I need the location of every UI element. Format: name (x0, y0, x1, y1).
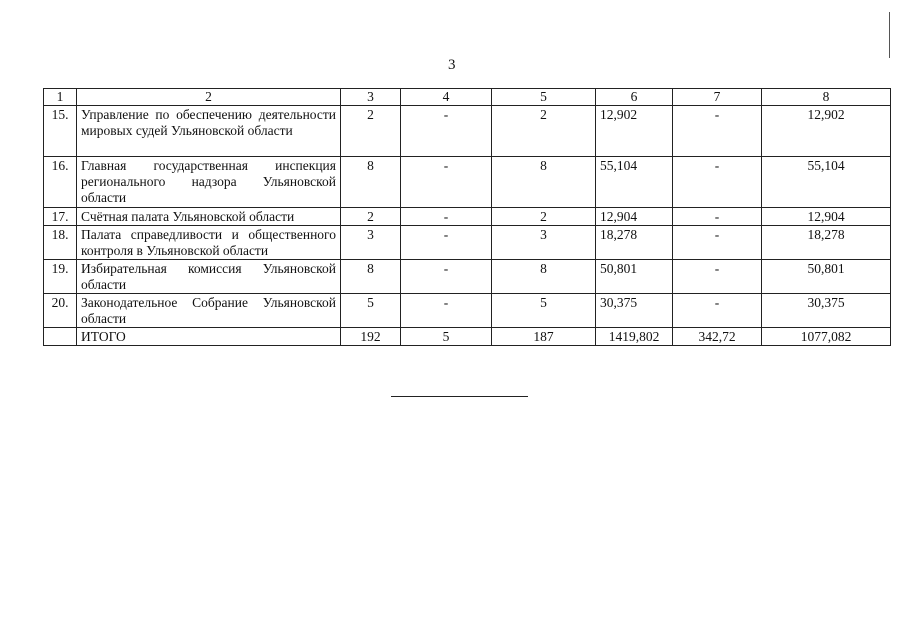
cell-col8: 18,278 (762, 226, 891, 260)
row-number: 18. (44, 226, 77, 260)
cell-col6: 55,104 (596, 157, 673, 208)
total-col8: 1077,082 (762, 328, 891, 346)
total-label: ИТОГО (77, 328, 341, 346)
cell-col7: - (673, 106, 762, 157)
organization-name: Законодательное Собрание Ульяновской области (77, 294, 341, 328)
cell-col5: 8 (492, 157, 596, 208)
cell-col7: - (673, 208, 762, 226)
row-number: 15. (44, 106, 77, 157)
row-number: 19. (44, 260, 77, 294)
cell-col3: 8 (341, 260, 401, 294)
cell-col4: - (401, 106, 492, 157)
row-number: 16. (44, 157, 77, 208)
row-number: 17. (44, 208, 77, 226)
cell-col7: - (673, 226, 762, 260)
column-header: 8 (762, 89, 891, 106)
organization-name: Главная государственная инспекция регионального надзора Ульяновской области (77, 157, 341, 208)
cell-col5: 3 (492, 226, 596, 260)
column-header: 3 (341, 89, 401, 106)
cell-col5: 5 (492, 294, 596, 328)
cell-col7: - (673, 260, 762, 294)
table-row (44, 208, 891, 226)
column-header: 1 (44, 89, 77, 106)
page-number: 3 (448, 57, 456, 73)
table-row (44, 260, 891, 294)
cell-col3: 3 (341, 226, 401, 260)
cell-col4: - (401, 157, 492, 208)
column-header: 7 (673, 89, 762, 106)
cell-col6: 12,904 (596, 208, 673, 226)
total-col7: 342,72 (673, 328, 762, 346)
cell-col8: 12,902 (762, 106, 891, 157)
table-row (44, 106, 891, 157)
cell-col8: 12,904 (762, 208, 891, 226)
cell-col4: - (401, 208, 492, 226)
cell-col8: 55,104 (762, 157, 891, 208)
table-row (44, 157, 891, 208)
column-header: 6 (596, 89, 673, 106)
cell-col5: 2 (492, 208, 596, 226)
organization-name: Палата справедливости и общественного контроля в Ульяновской области (77, 226, 341, 260)
organization-name: Управление по обеспечению деятельности мировых судей Ульяновской области (77, 106, 341, 157)
cell-col4: - (401, 294, 492, 328)
table-row (44, 294, 891, 328)
column-header: 4 (401, 89, 492, 106)
cell-col6: 30,375 (596, 294, 673, 328)
cell-col6: 18,278 (596, 226, 673, 260)
cell-col8: 50,801 (762, 260, 891, 294)
cell-col3: 2 (341, 106, 401, 157)
total-col6: 1419,802 (596, 328, 673, 346)
total-row (44, 328, 891, 346)
closing-rule (391, 396, 528, 397)
table-row (44, 226, 891, 260)
cell-col4: - (401, 260, 492, 294)
cell-col5: 2 (492, 106, 596, 157)
page-edge-line (889, 12, 890, 58)
cell-col4: - (401, 226, 492, 260)
column-header: 5 (492, 89, 596, 106)
cell-col6: 12,902 (596, 106, 673, 157)
total-col5: 187 (492, 328, 596, 346)
cell-col7: - (673, 294, 762, 328)
total-col4: 5 (401, 328, 492, 346)
cell-col3: 8 (341, 157, 401, 208)
row-number (44, 328, 77, 346)
cell-col6: 50,801 (596, 260, 673, 294)
cell-col8: 30,375 (762, 294, 891, 328)
organization-name: Счётная палата Ульяновской области (77, 208, 341, 226)
organization-name: Избирательная комиссия Ульяновской области (77, 260, 341, 294)
header-row (44, 89, 891, 106)
column-header: 2 (77, 89, 341, 106)
cell-col3: 5 (341, 294, 401, 328)
cell-col7: - (673, 157, 762, 208)
cell-col3: 2 (341, 208, 401, 226)
total-col3: 192 (341, 328, 401, 346)
row-number: 20. (44, 294, 77, 328)
cell-col5: 8 (492, 260, 596, 294)
report-table (43, 88, 891, 346)
